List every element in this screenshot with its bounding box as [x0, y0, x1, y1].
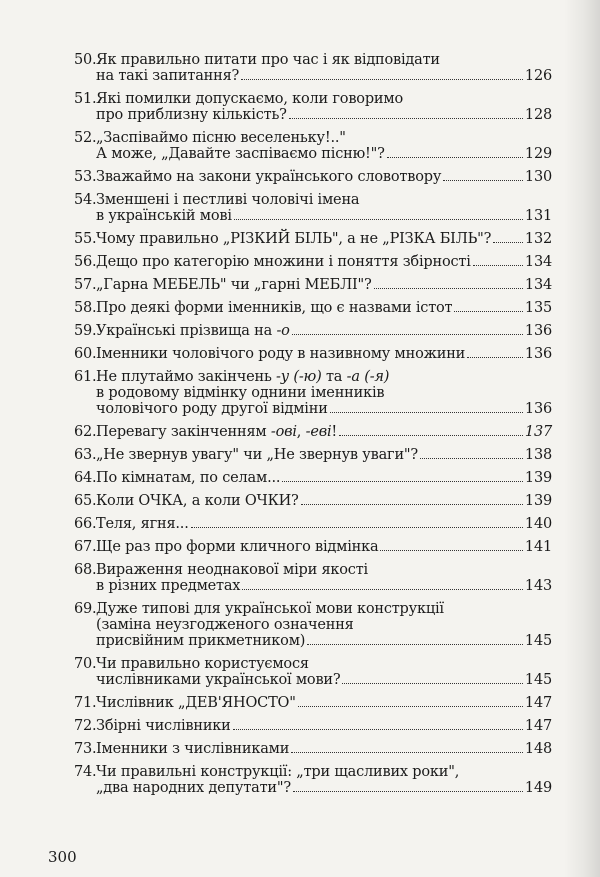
toc-entry-title — [96, 424, 552, 440]
toc-entry — [74, 601, 552, 649]
dot-leader — [301, 493, 523, 505]
dot-leader — [339, 424, 523, 436]
toc-entry-page: 130 — [524, 169, 552, 185]
dot-leader — [234, 208, 523, 220]
toc-entry-number: 62. — [74, 424, 97, 440]
toc-entry-page: 134 — [524, 254, 552, 270]
dot-leader — [387, 146, 523, 158]
toc-entry-title-line: присвійним прикметником) — [96, 633, 306, 649]
toc-entry-last-line — [96, 401, 552, 417]
toc-entry-title-line: Чи правильні конструкції: „три щасливих роки", — [96, 764, 460, 780]
toc-entry-number: 55. — [74, 231, 97, 247]
toc-entry — [74, 741, 552, 757]
toc-entry-page: 140 — [524, 516, 552, 532]
toc-entry-last-line — [96, 107, 552, 123]
toc-entry-last-line — [96, 672, 552, 688]
toc-entry-last-line — [96, 231, 552, 247]
toc-entry-title — [96, 231, 552, 247]
toc-entry-title-line: Ще раз про форми кличного відмінка — [96, 539, 379, 555]
dot-leader — [282, 470, 523, 482]
toc-entry-number: 52. — [74, 130, 97, 146]
toc-entry-last-line — [96, 300, 552, 316]
toc-entry-last-line — [96, 277, 552, 293]
toc-entry-number: 57. — [74, 277, 97, 293]
toc-entry-page: 128 — [524, 107, 552, 123]
toc-entry-last-line — [96, 68, 552, 84]
toc-entry-page: 145 — [524, 672, 552, 688]
toc-entry-number: 61. — [74, 369, 97, 385]
toc-entry — [74, 539, 552, 555]
toc-entry-page: 139 — [524, 470, 552, 486]
toc-entry-title-line: Дещо про категорію множини і поняття збірності — [96, 254, 471, 270]
toc-entry-last-line — [96, 470, 552, 486]
toc-entry-title — [96, 130, 552, 162]
toc-entry-title-line: Збірні числівники — [96, 718, 231, 734]
toc-entry-title — [96, 539, 552, 555]
toc-entry-title — [96, 52, 552, 84]
toc-entry-page: 147 — [524, 718, 552, 734]
toc-entry-title-line: Зменшені і пестливі чоловічі імена — [96, 192, 360, 208]
dot-leader — [191, 516, 523, 528]
dot-leader — [291, 741, 523, 753]
toc-entry-title-line: про приблизну кількість? — [96, 107, 287, 123]
toc-entry-number: 66. — [74, 516, 97, 532]
toc-entry-last-line — [96, 346, 552, 362]
toc-entry-page: 145 — [524, 633, 552, 649]
toc-entry-number: 74. — [74, 764, 97, 780]
toc-entry-title-line: Іменники з числівниками — [96, 741, 290, 757]
toc-entry-title — [96, 192, 552, 224]
toc-entry — [74, 277, 552, 293]
toc-entry-title-line: „Заспіваймо пісню веселеньку!.." — [96, 130, 346, 146]
toc-entry-last-line — [96, 633, 552, 649]
toc-entry-number: 70. — [74, 656, 97, 672]
toc-entry-title-line: Перевагу закінченням -ові, -еві! — [96, 424, 338, 440]
toc-entry-title-line: Числівник „ДЕВ'ЯНОСТО" — [96, 695, 296, 711]
toc-entry-title-line: Про деякі форми іменників, що є назвами істот — [96, 300, 453, 316]
toc-entry-title — [96, 718, 552, 734]
toc-entry — [74, 323, 552, 339]
toc-entry-title — [96, 741, 552, 757]
toc-entry-number: 59. — [74, 323, 97, 339]
toc-entry-title-line: По кімнатам, по селам... — [96, 470, 281, 486]
toc-entry-number: 53. — [74, 169, 97, 185]
dot-leader — [493, 231, 523, 243]
toc-entry-title-line: Дуже типові для української мови конструкції — [96, 601, 444, 617]
toc-entry-number: 60. — [74, 346, 97, 362]
toc-entry — [74, 300, 552, 316]
toc-entry-last-line — [96, 323, 552, 339]
toc-entry-last-line — [96, 208, 552, 224]
toc-entry-title-line: Теля, ягня... — [96, 516, 189, 532]
toc-entry — [74, 516, 552, 532]
toc-entry — [74, 169, 552, 185]
toc-entry-page: 131 — [524, 208, 552, 224]
toc-entry-number: 69. — [74, 601, 97, 617]
toc-entry-last-line — [96, 516, 552, 532]
dot-leader — [289, 107, 523, 119]
toc-entry-title-line: в родовому відмінку однини іменників — [96, 385, 385, 401]
dot-leader — [467, 346, 523, 358]
toc-entry-title — [96, 277, 552, 293]
dot-leader — [473, 254, 523, 266]
toc-entry — [74, 254, 552, 270]
dot-leader — [298, 695, 523, 707]
toc-entry-page: 136 — [524, 323, 552, 339]
dot-leader — [342, 672, 523, 684]
toc-entry-last-line — [96, 146, 552, 162]
toc-entry-title — [96, 169, 552, 185]
toc-entry-page: 139 — [524, 493, 552, 509]
toc-entry-number: 58. — [74, 300, 97, 316]
toc-entry — [74, 695, 552, 711]
toc-entry — [74, 447, 552, 463]
toc-entry-number: 56. — [74, 254, 97, 270]
toc-entry-title-line: Не плутаймо закінчень -у (-ю) та -а (-я) — [96, 369, 390, 385]
toc-entry — [74, 346, 552, 362]
toc-entry-page: 138 — [524, 447, 552, 463]
toc-entry-number: 73. — [74, 741, 97, 757]
toc-entry — [74, 493, 552, 509]
table-of-contents — [74, 52, 552, 803]
toc-entry-number: 65. — [74, 493, 97, 509]
toc-entry-title-line: Чи правильно користуємося — [96, 656, 309, 672]
toc-entry-last-line — [96, 254, 552, 270]
toc-entry-title-line: в українській мові — [96, 208, 232, 224]
toc-entry-last-line — [96, 578, 552, 594]
toc-entry-page: 141 — [524, 539, 552, 555]
toc-entry-title-line: Як правильно питати про час і як відповідати — [96, 52, 440, 68]
toc-entry — [74, 718, 552, 734]
toc-entry-title-line: чоловічого роду другої відміни — [96, 401, 328, 417]
toc-entry-page: 148 — [524, 741, 552, 757]
toc-entry-title — [96, 656, 552, 688]
toc-entry-page: 137 — [524, 424, 552, 440]
toc-entry — [74, 764, 552, 796]
toc-entry-title-line: Зважаймо на закони українського словотвору — [96, 169, 442, 185]
toc-entry — [74, 192, 552, 224]
dot-leader — [293, 780, 523, 792]
toc-entry-title — [96, 516, 552, 532]
toc-entry-title-line: Іменники чоловічого роду в називному множини — [96, 346, 466, 362]
toc-entry-title — [96, 601, 552, 649]
toc-entry — [74, 52, 552, 84]
toc-entry — [74, 130, 552, 162]
toc-entry-title — [96, 695, 552, 711]
toc-entry-last-line — [96, 539, 552, 555]
toc-entry-title-line: Які помилки допускаємо, коли говоримо — [96, 91, 403, 107]
toc-entry-page: 136 — [524, 346, 552, 362]
toc-entry — [74, 424, 552, 440]
toc-entry-number: 64. — [74, 470, 97, 486]
toc-entry-last-line — [96, 741, 552, 757]
toc-entry-title-line: числівниками української мови? — [96, 672, 341, 688]
toc-entry-last-line — [96, 780, 552, 796]
toc-entry-last-line — [96, 447, 552, 463]
toc-entry-last-line — [96, 718, 552, 734]
toc-entry-title — [96, 764, 552, 796]
toc-entry-number: 50. — [74, 52, 97, 68]
toc-entry — [74, 369, 552, 417]
dot-leader — [454, 300, 523, 312]
dot-leader — [380, 539, 523, 551]
toc-entry-page: 149 — [524, 780, 552, 796]
toc-entry-title-line: на такі запитання? — [96, 68, 240, 84]
toc-entry-title-line: А може, „Давайте заспіваємо пісню!"? — [96, 146, 385, 162]
toc-entry-title-line: Вираження неоднакової міри якості — [96, 562, 368, 578]
toc-entry-title — [96, 323, 552, 339]
toc-entry-number: 72. — [74, 718, 97, 734]
toc-entry-page: 136 — [524, 401, 552, 417]
toc-entry-title-line: (заміна неузгодженого означення — [96, 617, 354, 633]
dot-leader — [242, 578, 523, 590]
toc-entry-page: 132 — [524, 231, 552, 247]
toc-entry-page: 129 — [524, 146, 552, 162]
toc-entry-title — [96, 369, 552, 417]
toc-entry-title — [96, 447, 552, 463]
toc-entry-title-line: Чому правильно „РІЗКИЙ БІЛЬ", а не „РІЗКА БІЛЬ"? — [96, 231, 492, 247]
dot-leader — [241, 68, 523, 80]
toc-entry-title — [96, 254, 552, 270]
dot-leader — [374, 277, 523, 289]
page-number: 300 — [48, 848, 77, 866]
page-edge-shadow — [564, 0, 600, 877]
toc-entry-last-line — [96, 695, 552, 711]
toc-entry-number: 63. — [74, 447, 97, 463]
toc-entry-title-line: Українські прізвища на -о — [96, 323, 290, 339]
toc-entry-title-line: „Гарна МЕБЕЛЬ" чи „гарні МЕБЛІ"? — [96, 277, 372, 293]
toc-entry-last-line — [96, 493, 552, 509]
dot-leader — [443, 169, 523, 181]
toc-entry-title — [96, 91, 552, 123]
toc-entry-title — [96, 346, 552, 362]
dot-leader — [330, 401, 523, 413]
toc-entry-page: 135 — [524, 300, 552, 316]
toc-entry-title-line: Коли ОЧКА, а коли ОЧКИ? — [96, 493, 299, 509]
toc-entry-number: 67. — [74, 539, 97, 555]
dot-leader — [233, 718, 523, 730]
dot-leader — [420, 447, 523, 459]
toc-entry-title — [96, 300, 552, 316]
toc-entry-number: 54. — [74, 192, 97, 208]
dot-leader — [307, 633, 523, 645]
toc-entry-title — [96, 562, 552, 594]
toc-entry-page: 147 — [524, 695, 552, 711]
toc-entry-page: 126 — [524, 68, 552, 84]
toc-entry-number: 68. — [74, 562, 97, 578]
toc-entry — [74, 656, 552, 688]
toc-entry-number: 51. — [74, 91, 97, 107]
toc-entry — [74, 231, 552, 247]
toc-entry-title — [96, 493, 552, 509]
dot-leader — [292, 323, 523, 335]
toc-entry-title-line: „два народних депутати"? — [96, 780, 291, 796]
toc-entry — [74, 470, 552, 486]
toc-entry-number: 71. — [74, 695, 97, 711]
toc-entry-title-line: в різних предметах — [96, 578, 241, 594]
toc-entry-title-line: „Не звернув увагу" чи „Не звернув уваги"? — [96, 447, 418, 463]
toc-entry — [74, 91, 552, 123]
toc-entry-last-line — [96, 424, 552, 440]
toc-entry — [74, 562, 552, 594]
toc-entry-page: 134 — [524, 277, 552, 293]
toc-entry-title — [96, 470, 552, 486]
toc-entry-last-line — [96, 169, 552, 185]
toc-entry-page: 143 — [524, 578, 552, 594]
